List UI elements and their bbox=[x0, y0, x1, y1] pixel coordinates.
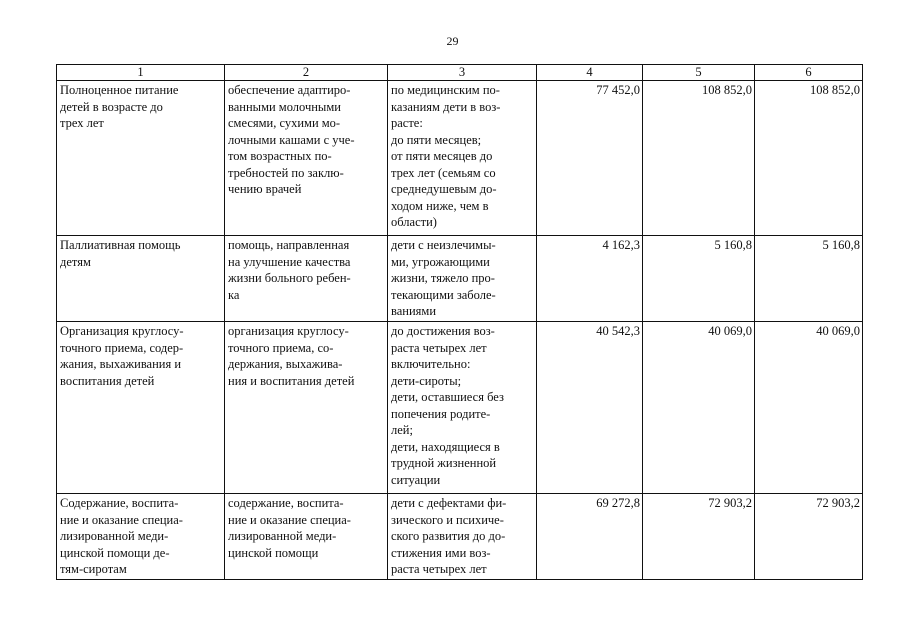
amount-col-6: 72 903,2 bbox=[755, 494, 863, 580]
measure-name: Паллиативная помощь детям bbox=[57, 236, 225, 322]
measure-name: Организация круглосу- точного приема, содер- жания, выхаживания и воспитания детей bbox=[57, 322, 225, 494]
column-header-1: 1 bbox=[57, 65, 225, 81]
amount-col-4: 77 452,0 bbox=[537, 81, 643, 236]
amount-col-6: 40 069,0 bbox=[755, 322, 863, 494]
recipient-category: по медицинским по- казаниям дети в воз- расте: до пяти месяцев; от пяти месяцев до трех лет (семьям со среднедушевым до- ходом ниже, чем в области) bbox=[388, 81, 537, 236]
amount-col-6: 5 160,8 bbox=[755, 236, 863, 322]
amount-col-6: 108 852,0 bbox=[755, 81, 863, 236]
column-header-3: 3 bbox=[388, 65, 537, 81]
column-header-4: 4 bbox=[537, 65, 643, 81]
table-row bbox=[57, 236, 863, 322]
measure-description: обеспечение адаптиро- ванными молочными смесями, сухими мо- лочными кашами с уче- том возрастных по- требностей по заклю- чению врачей bbox=[225, 81, 388, 236]
amount-col-5: 5 160,8 bbox=[643, 236, 755, 322]
recipient-category: до достижения воз- раста четырех лет включительно: дети-сироты; дети, оставшиеся без попечения родите- лей; дети, находящиеся в трудной жизненной ситуации bbox=[388, 322, 537, 494]
measure-description: содержание, воспита- ние и оказание специа- лизированной меди- цинской помощи bbox=[225, 494, 388, 580]
column-header-2: 2 bbox=[225, 65, 388, 81]
table-row bbox=[57, 322, 863, 494]
recipient-category: дети с дефектами фи- зического и психиче- ского развития до до- стижения ими воз- раста четырех лет bbox=[388, 494, 537, 580]
benefits-table bbox=[56, 64, 863, 580]
measure-description: помощь, направленная на улучшение качества жизни больного ребен- ка bbox=[225, 236, 388, 322]
recipient-category: дети с неизлечимы- ми, угрожающими жизни, тяжело про- текающими заболе- ваниями bbox=[388, 236, 537, 322]
column-header-5: 5 bbox=[643, 65, 755, 81]
table-row bbox=[57, 494, 863, 580]
amount-col-4: 40 542,3 bbox=[537, 322, 643, 494]
amount-col-5: 108 852,0 bbox=[643, 81, 755, 236]
amount-col-4: 69 272,8 bbox=[537, 494, 643, 580]
amount-col-5: 72 903,2 bbox=[643, 494, 755, 580]
measure-description: организация круглосу- точного приема, со- держания, выхажива- ния и воспитания детей bbox=[225, 322, 388, 494]
table-header-row bbox=[57, 65, 863, 81]
amount-col-4: 4 162,3 bbox=[537, 236, 643, 322]
page-number: 29 bbox=[446, 34, 459, 48]
measure-name: Содержание, воспита- ние и оказание специа- лизированной меди- цинской помощи де- тям-сиротам bbox=[57, 494, 225, 580]
column-header-6: 6 bbox=[755, 65, 863, 81]
table-row bbox=[57, 81, 863, 236]
amount-col-5: 40 069,0 bbox=[643, 322, 755, 494]
measure-name: Полноценное питание детей в возрасте до трех лет bbox=[57, 81, 225, 236]
